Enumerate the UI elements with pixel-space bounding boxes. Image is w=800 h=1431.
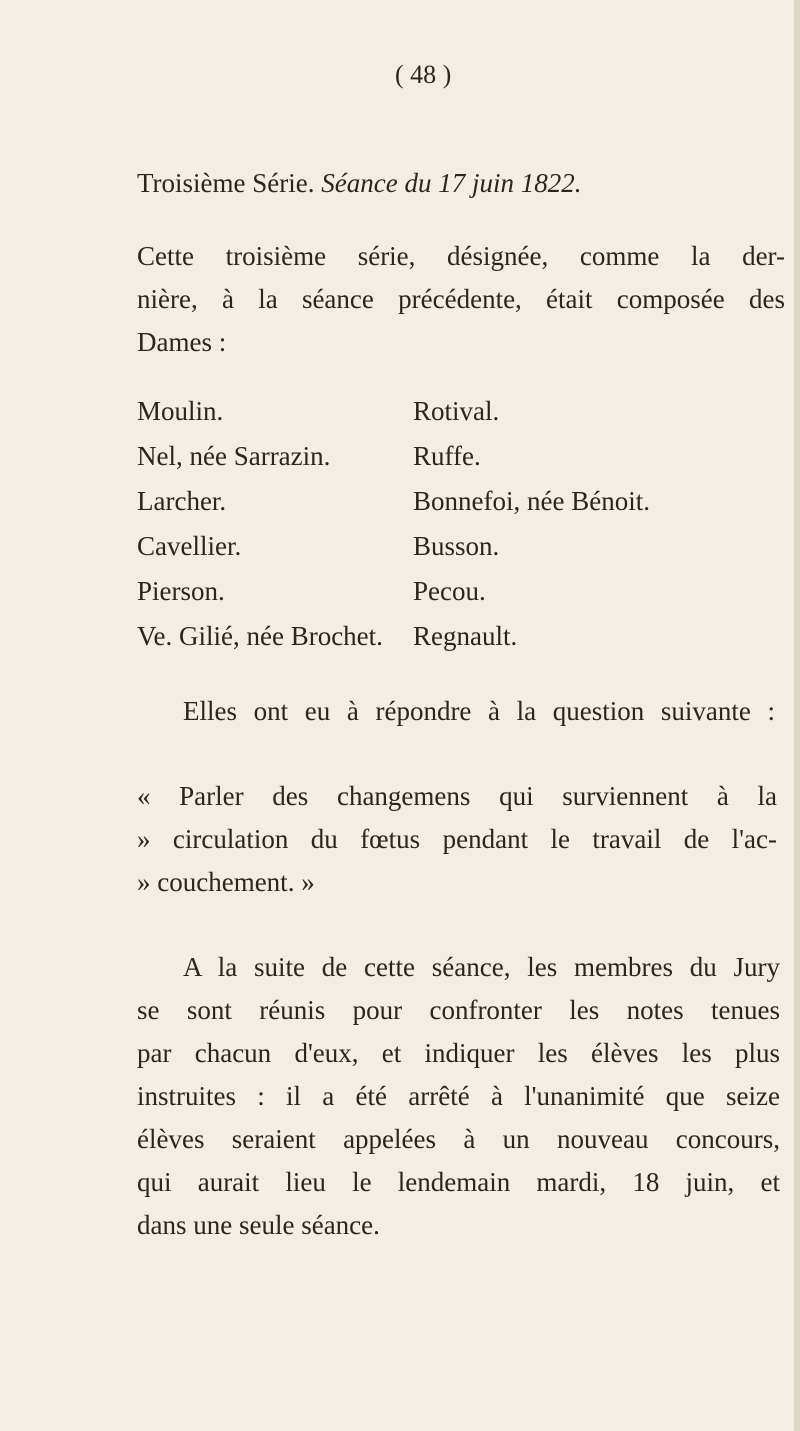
name-left: Cavellier.: [137, 531, 242, 561]
section-heading: [137, 170, 581, 197]
name-right: Pecou.: [413, 576, 486, 606]
series-title: Troisième Série.: [137, 168, 315, 198]
page-edge: [794, 0, 800, 1431]
conclusion-line: élèves seraient appelées à un nouveau concours,: [137, 1124, 780, 1154]
name-left: Larcher.: [137, 486, 227, 516]
name-right: Ruffe.: [413, 441, 481, 471]
name-left: Moulin.: [137, 396, 224, 426]
name-right: Regnault.: [413, 621, 518, 651]
name-right: Rotival.: [413, 396, 500, 426]
conclusion-line: qui aurait lieu le lendemain mardi, 18 juin, et: [137, 1167, 780, 1197]
intro-line: nière, à la séance précédente, était composée des: [137, 284, 785, 314]
conclusion-line: instruites : il a été arrêté à l'unanimité que seize: [137, 1081, 780, 1111]
name-left: Nel, née Sarrazin.: [137, 441, 331, 471]
conclusion-line: se sont réunis pour confronter les notes tenues: [137, 995, 780, 1025]
question-line: » couchement. »: [137, 867, 315, 897]
intro-line: Dames :: [137, 327, 227, 357]
page-number: ( 48 ): [395, 60, 452, 89]
name-right: Bonnefoi, née Bénoit.: [413, 486, 650, 516]
conclusion-line: A la suite de cette séance, les membres du Jury: [183, 952, 780, 982]
question-line: » circulation du fœtus pendant le travail de l'ac-: [137, 824, 777, 854]
name-left: Pierson.: [137, 576, 225, 606]
name-right: Busson.: [413, 531, 500, 561]
question-line: « Parler des changemens qui surviennent à la: [137, 781, 777, 811]
conclusion-line: dans une seule séance.: [137, 1210, 380, 1240]
question-intro: Elles ont eu à répondre à la question suivante :: [183, 696, 775, 726]
conclusion-line: par chacun d'eux, et indiquer les élèves les plus: [137, 1038, 780, 1068]
intro-line: Cette troisième série, désignée, comme la der-: [137, 241, 785, 271]
session-date: Séance du 17 juin 1822.: [321, 168, 582, 198]
name-left: Ve. Gilié, née Brochet.: [137, 621, 383, 651]
